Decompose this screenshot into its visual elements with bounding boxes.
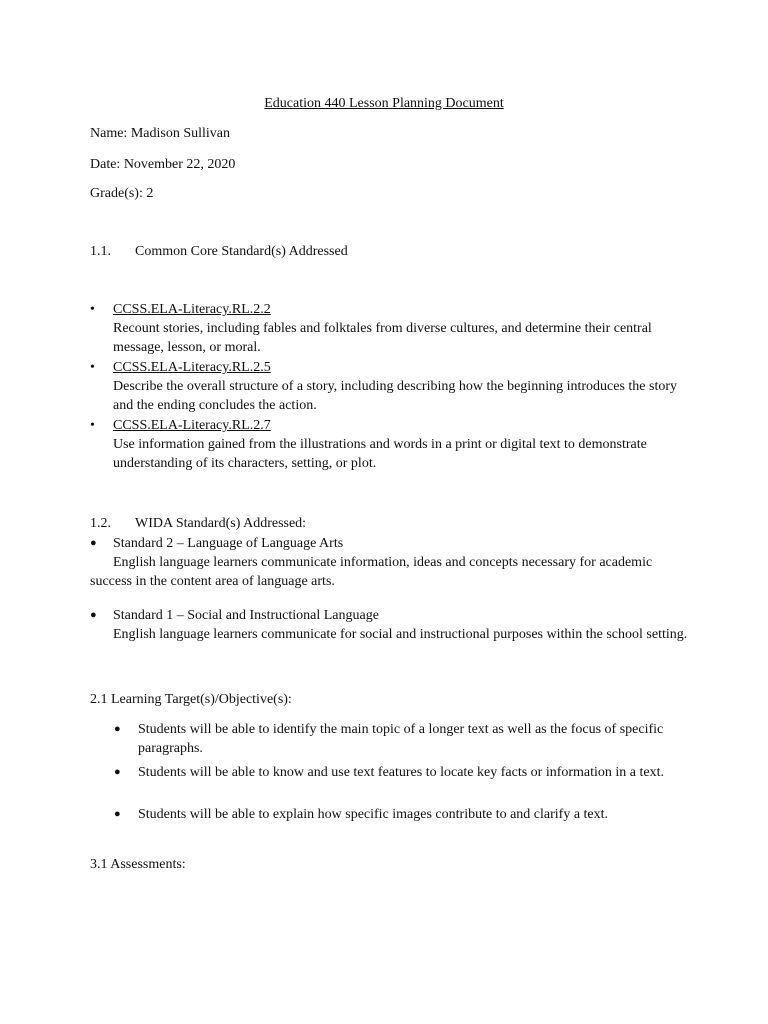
- bullet-icon: •: [90, 418, 95, 433]
- standard-description: Recount stories, including fables and folktales from diverse cultures, and determine their central message, lesson, or moral.: [113, 321, 652, 355]
- grade-field: Grade(s): 2: [90, 186, 154, 201]
- section-title: Common Core Standard(s) Addressed: [135, 244, 348, 259]
- standard-code-link[interactable]: CCSS.ELA-Literacy.RL.2.5: [113, 360, 271, 375]
- wida-standard-title: Standard 1 – Social and Instructional Language: [113, 608, 379, 623]
- bullet-icon: •: [90, 360, 95, 375]
- objective-text: Students will be able to know and use text features to locate key facts or information in a text.: [138, 765, 665, 780]
- objective-text: Students will be able to identify the main topic of a longer text as well as the focus of specific paragraphs.: [138, 722, 664, 756]
- wida-standard-text: English language learners communicate for social and instructional purposes within the school setting.: [113, 627, 688, 642]
- section-heading-learning-targets: 2.1 Learning Target(s)/Objective(s):: [90, 692, 292, 707]
- bullet-icon: ●: [114, 808, 121, 820]
- bullet-icon: ●: [114, 723, 121, 735]
- wida-standard-text: English language learners communicate information, ideas and concepts necessary for academic success in the content area of language arts.: [90, 555, 653, 589]
- section-title: WIDA Standard(s) Addressed:: [135, 516, 307, 531]
- bullet-icon: ●: [114, 766, 121, 778]
- name-field: Name: Madison Sullivan: [90, 126, 230, 141]
- section-heading-assessments: 3.1 Assessments:: [90, 857, 186, 872]
- standard-code-link[interactable]: CCSS.ELA-Literacy.RL.2.7: [113, 418, 271, 433]
- standard-description: Use information gained from the illustrations and words in a print or digital text to demonstrate understanding of its characters, setting, or plot.: [113, 437, 647, 471]
- document-title: Education 440 Lesson Planning Document: [264, 96, 504, 111]
- bullet-icon: ●: [90, 537, 97, 549]
- bullet-icon: ●: [90, 609, 97, 621]
- date-field: Date: November 22, 2020: [90, 157, 236, 172]
- bullet-icon: •: [90, 302, 95, 317]
- section-number: 1.2.: [90, 516, 111, 531]
- wida-standard-title: Standard 2 – Language of Language Arts: [113, 536, 344, 551]
- objective-text: Students will be able to explain how specific images contribute to and clarify a text.: [138, 807, 609, 822]
- standard-description: Describe the overall structure of a story, including describing how the beginning introduces the story and the ending concludes the action.: [113, 379, 677, 413]
- section-heading-wida: [90, 514, 306, 533]
- section-number: 1.1.: [90, 244, 111, 259]
- standard-code-link[interactable]: CCSS.ELA-Literacy.RL.2.2: [113, 302, 271, 317]
- section-heading-common-core: [90, 242, 348, 261]
